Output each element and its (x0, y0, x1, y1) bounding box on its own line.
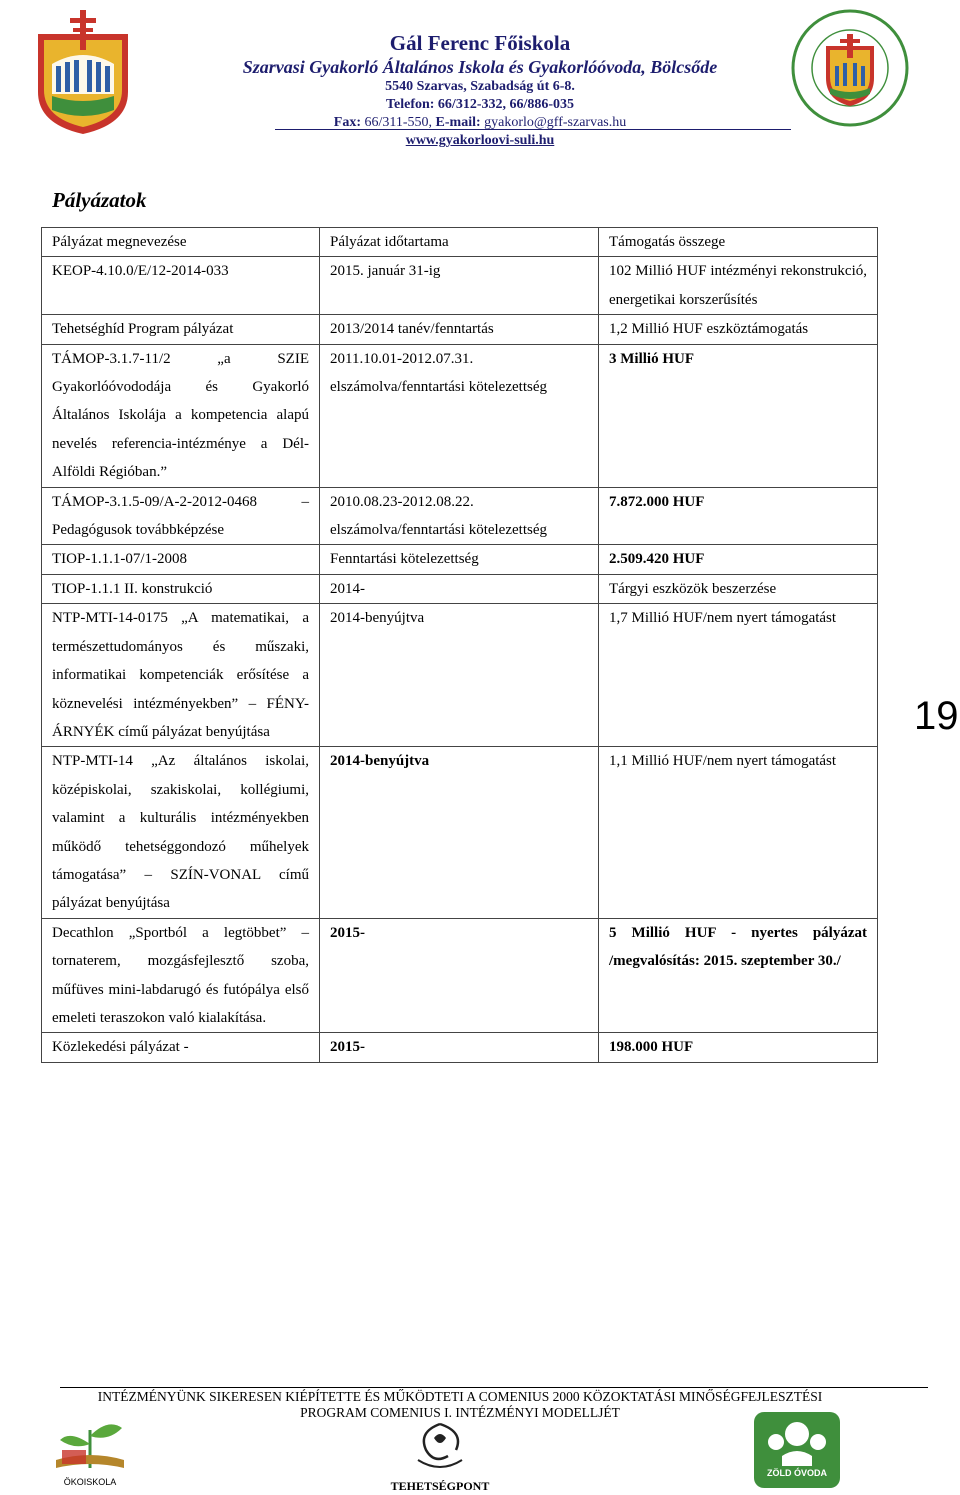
eco-school-caption: ÖKOISKOLA (63, 1477, 117, 1487)
green-kindergarten-logo (752, 1410, 842, 1490)
column-header: Pályázat megnevezése (42, 228, 320, 257)
grant-name: Decathlon „Sportból a legtöbbet” – tornaterem, mozgásfejlesztő szoba, műfüves mini-labdarugó és futópálya első emeleti teraszokon való kialakítása. (42, 918, 320, 1033)
grant-amount: 2.509.420 HUF (599, 545, 878, 574)
grant-amount: 102 Millió HUF intézményi rekonstrukció, energetikai korszerűsítés (599, 257, 878, 315)
table-row (42, 604, 878, 747)
letterhead (140, 30, 820, 150)
talent-point-caption: TEHETSÉGPONT (390, 1479, 490, 1493)
grant-name: NTP-MTI-14-0175 „A matematikai, a természettudományos és műszaki, informatikai kompetenciák erősítése a köznevelési intézményekben” – FÉNY-ÁRNYÉK című pályázat benyújtása (42, 604, 320, 747)
column-header: Támogatás összege (599, 228, 878, 257)
page-title: Pályázatok (52, 188, 147, 212)
footer-note (50, 1389, 870, 1421)
school-seal-logo (790, 8, 910, 128)
grant-amount: 7.872.000 HUF (599, 487, 878, 545)
grant-duration: 2014- (320, 574, 599, 603)
fax-value: 66/311-550, (360, 115, 436, 130)
grant-name: Tehetséghíd Program pályázat (42, 315, 320, 344)
column-header: Pályázat időtartama (320, 228, 599, 257)
grant-duration: 2015- (320, 1033, 599, 1062)
fax-label: Fax: (333, 115, 361, 130)
school-subname: Szarvasi Gyakorló Általános Iskola és Gyakorlóóvoda, Bölcsőde (242, 57, 718, 77)
grant-duration: 2011.10.01-2012.07.31. elszámolva/fenntartási kötelezettség (320, 344, 599, 487)
grant-amount: 1,7 Millió HUF/nem nyert támogatást (599, 604, 878, 747)
grant-amount: Tárgyi eszközök beszerzése (599, 574, 878, 603)
green-kindergarten-caption: ZÖLD ÓVODA (767, 1468, 827, 1478)
table-row (42, 315, 878, 344)
table-row (42, 1033, 878, 1062)
grant-name: Közlekedési pályázat - (42, 1033, 320, 1062)
grant-duration: Fenntartási kötelezettség (320, 545, 599, 574)
grant-name: NTP-MTI-14 „Az általános iskolai, középiskolai, szakiskolai, kollégiumi, valamint a kulturális intézményekben működő tehetséggondozó műhelyek támogatása” – SZÍN-VONAL című pályázat benyújtása (42, 747, 320, 918)
grant-name: TIOP-1.1.1-07/1-2008 (42, 545, 320, 574)
table-row (42, 257, 878, 315)
grant-duration: 2013/2014 tanév/fenntartás (320, 315, 599, 344)
college-crest-logo (30, 6, 136, 138)
table-row (42, 574, 878, 603)
grant-amount: 1,2 Millió HUF eszköztámogatás (599, 315, 878, 344)
grant-amount: 1,1 Millió HUF/nem nyert támogatást (599, 747, 878, 918)
grant-duration: 2014-benyújtva (320, 604, 599, 747)
footer-line-2: PROGRAM COMENIUS I. INTÉZMÉNYI MODELLJÉT (300, 1405, 620, 1420)
table-row (42, 487, 878, 545)
talent-point-logo (378, 1418, 502, 1493)
eco-school-logo (48, 1410, 132, 1486)
table-row (42, 344, 878, 487)
grant-name: TÁMOP-3.1.7-11/2 „a SZIE Gyakorlóóvododája és Gyakorló Általános Iskolája a kompetencia alapú nevelés referencia-intézménye a Dél-Alföldi Régióban.” (42, 344, 320, 487)
grant-name: TIOP-1.1.1 II. konstrukció (42, 574, 320, 603)
table-row (42, 918, 878, 1033)
grant-duration: 2015- (320, 918, 599, 1033)
grant-name: TÁMOP-3.1.5-09/A-2-2012-0468 – Pedagógusok továbbképzése (42, 487, 320, 545)
grants-table (41, 227, 878, 1063)
header-divider (275, 129, 791, 130)
page-number: 19 (914, 694, 959, 738)
grant-duration: 2014-benyújtva (320, 747, 599, 918)
school-name: Gál Ferenc Főiskola (389, 31, 571, 55)
grant-duration: 2015. január 31-ig (320, 257, 599, 315)
website-link[interactable]: www.gyakorloovi-suli.hu (405, 133, 555, 148)
grant-amount: 198.000 HUF (599, 1033, 878, 1062)
phone: Telefon: 66/312-332, 66/886-035 (385, 97, 575, 112)
grant-name: KEOP-4.10.0/E/12-2014-033 (42, 257, 320, 315)
footer-divider (60, 1387, 928, 1388)
table-row (42, 545, 878, 574)
email-label: E-mail: (435, 115, 481, 130)
table-row (42, 747, 878, 918)
grant-amount: 3 Millió HUF (599, 344, 878, 487)
table-header-row (42, 228, 878, 257)
grant-duration: 2010.08.23-2012.08.22. elszámolva/fenntartási kötelezettség (320, 487, 599, 545)
footer-line-1: INTÉZMÉNYÜNK SIKERESEN KIÉPÍTETTE ÉS MŰKÖDTETI A COMENIUS 2000 KÖZOKTATÁSI MINŐSÉGFEJLESZTÉSI (97, 1389, 823, 1404)
email-value[interactable]: gyakorlo@gff-szarvas.hu (480, 115, 627, 130)
grant-amount: 5 Millió HUF - nyertes pályázat /megvalósítás: 2015. szeptember 30./ (599, 918, 878, 1033)
address: 5540 Szarvas, Szabadság út 6-8. (385, 79, 575, 94)
